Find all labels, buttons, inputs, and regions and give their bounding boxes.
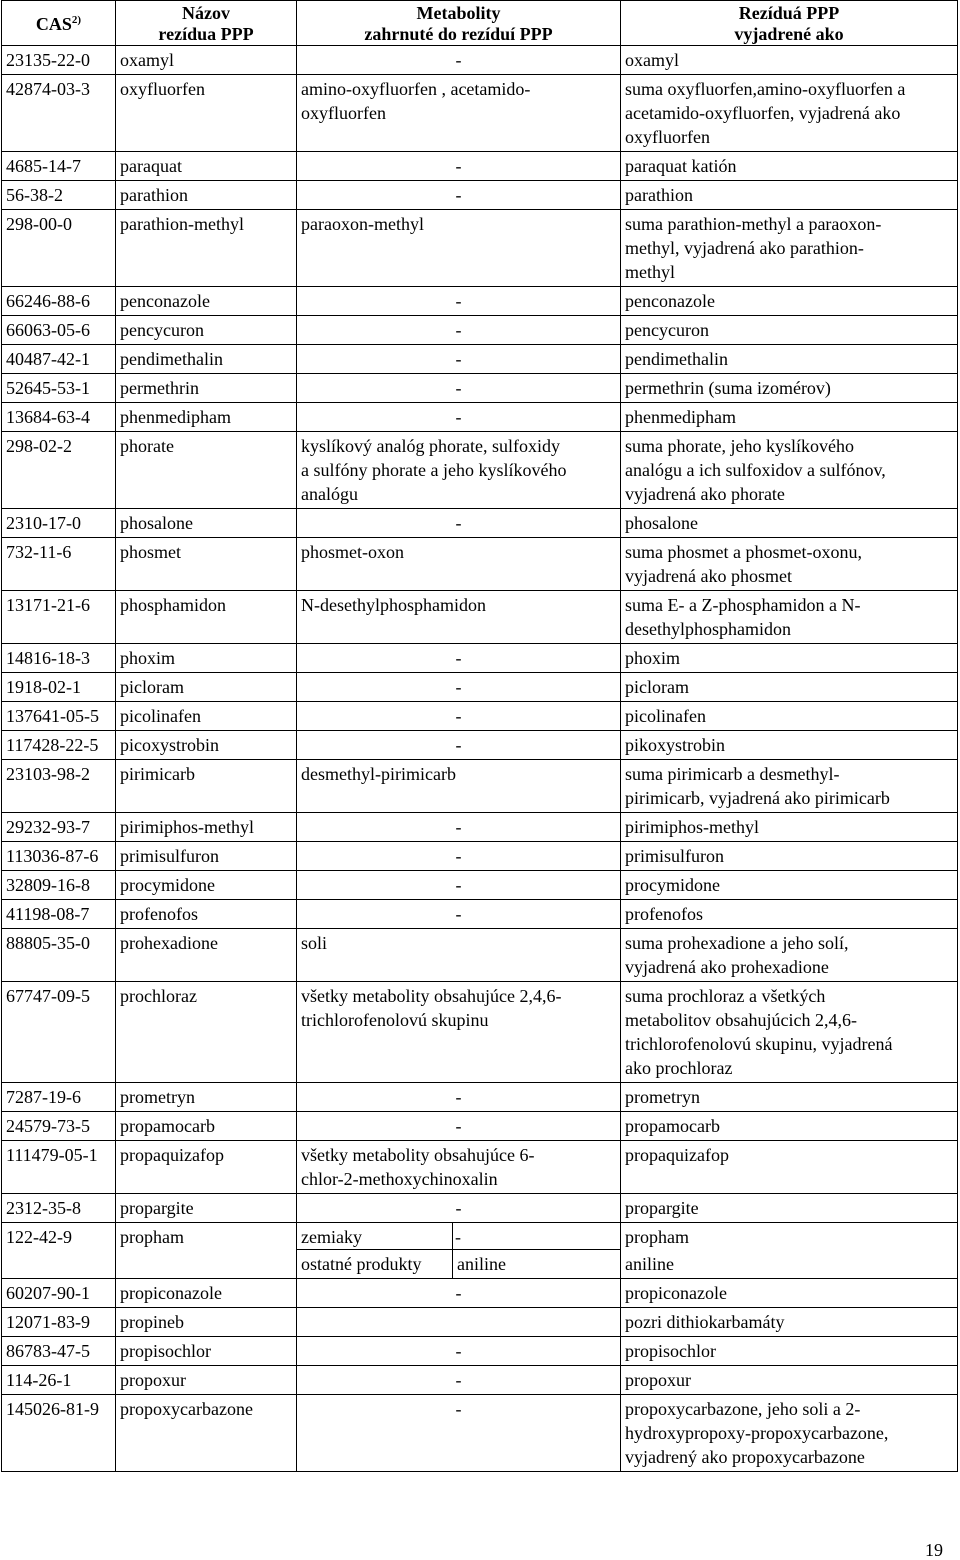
table-row [2,403,958,432]
metabolite-value: - [455,1227,461,1247]
cell-name: propargite [116,1194,297,1223]
table-row [2,644,958,673]
cell-name: pirimiphos-methyl [116,813,297,842]
cell-name: picoxystrobin [116,731,297,760]
cell-name: procymidone [116,871,297,900]
cell-metabolites: - [297,842,621,871]
cell-residue: penconazole [621,287,958,316]
cell-metabolites: phosmet-oxon [297,538,621,591]
cell-cas: 13684-63-4 [2,403,116,432]
cell-name: phorate [116,432,297,509]
table-row [2,374,958,403]
cell-residue: pencycuron [621,316,958,345]
table-row [2,813,958,842]
table-row [2,345,958,374]
cell-metabolites: - [297,316,621,345]
cell-metabolites: - [297,1083,621,1112]
page-number: 19 [925,1540,943,1560]
cell-metabolites: - [297,181,621,210]
table-row [2,673,958,702]
table-row [2,75,958,152]
cell-metabolites: - [297,152,621,181]
cell-name: propoxycarbazone [116,1395,297,1472]
cell-cas: 137641-05-5 [2,702,116,731]
table-row [2,842,958,871]
cell-name: propaquizafop [116,1141,297,1194]
cell-residue [621,1223,958,1279]
cell-metabolites: soli [297,929,621,982]
cell-residue: propiconazole [621,1279,958,1308]
cell-residue: suma E- a Z-phosphamidon a N- desethylphosphamidon [621,591,958,644]
table-row [2,871,958,900]
cell-metabolites: - [297,46,621,75]
table-row [2,1308,958,1337]
cell-residue: parathion [621,181,958,210]
table-row [2,210,958,287]
cell-cas: 88805-35-0 [2,929,116,982]
table-row [2,1083,958,1112]
table-header-row [2,1,958,46]
cell-name: phoxim [116,644,297,673]
cell-residue: pikoxystrobin [621,731,958,760]
cell-cas: 117428-22-5 [2,731,116,760]
cell-cas: 12071-83-9 [2,1308,116,1337]
cell-name: paraquat [116,152,297,181]
table-row [2,1337,958,1366]
cell-metabolites: - [297,509,621,538]
cell-residue: paraquat katión [621,152,958,181]
cell-residue: suma prohexadione a jeho solí, vyjadrená ako prohexadione [621,929,958,982]
cell-cas: 23135-22-0 [2,46,116,75]
cell-cas: 67747-09-5 [2,982,116,1083]
cell-metabolites: - [297,731,621,760]
cell-name: propiconazole [116,1279,297,1308]
cell-name: propamocarb [116,1112,297,1141]
cell-metabolites: - [297,1194,621,1223]
cell-residue: picloram [621,673,958,702]
cell-metabolites: - [297,1112,621,1141]
cell-cas: 114-26-1 [2,1366,116,1395]
cell-cas: 111479-05-1 [2,1141,116,1194]
cell-residue: oxamyl [621,46,958,75]
cell-residue: profenofos [621,900,958,929]
cell-cas: 4685-14-7 [2,152,116,181]
cell-metabolites: paraoxon-methyl [297,210,621,287]
cell-cas: 24579-73-5 [2,1112,116,1141]
cell-name: oxamyl [116,46,297,75]
cell-cas: 14816-18-3 [2,644,116,673]
cell-residue: propoxur [621,1366,958,1395]
cell-metabolites: - [297,1337,621,1366]
cell-residue: pirimiphos-methyl [621,813,958,842]
table-row [2,538,958,591]
cell-cas: 122-42-9 [2,1223,116,1279]
cell-residue: permethrin (suma izomérov) [621,374,958,403]
cell-metabolites: desmethyl-pirimicarb [297,760,621,813]
cell-metabolites: - [297,403,621,432]
table-row [2,181,958,210]
cell-cas: 32809-16-8 [2,871,116,900]
cell-metabolites: - [297,813,621,842]
table-row [2,152,958,181]
cell-metabolites [297,1308,621,1337]
cell-name: propoxur [116,1366,297,1395]
cell-metabolites: - [297,1279,621,1308]
cell-metabolites: - [297,871,621,900]
table-row [2,1279,958,1308]
table-row [2,591,958,644]
cell-name: propham [116,1223,297,1279]
cell-metabolites: kyslíkový analóg phorate, sulfoxidy a sulfóny phorate a jeho kyslíkového analógu [297,432,621,509]
cell-cas: 41198-08-7 [2,900,116,929]
cell-residue: suma phosmet a phosmet-oxonu, vyjadrená ako phosmet [621,538,958,591]
cell-cas: 113036-87-6 [2,842,116,871]
cell-cas: 66063-05-6 [2,316,116,345]
table-row [2,432,958,509]
cell-name: phosphamidon [116,591,297,644]
cell-cas: 52645-53-1 [2,374,116,403]
cell-metabolites: - [297,702,621,731]
table-row [2,929,958,982]
cell-residue: picolinafen [621,702,958,731]
residue-table [1,0,958,1472]
cell-name: parathion [116,181,297,210]
header-cas: CAS$^{2)}$ [2,1,116,46]
cell-residue: propaquizafop [621,1141,958,1194]
metabolite-commodity: zemiaky [297,1223,453,1251]
cell-residue: suma parathion-methyl a paraoxon- methyl, vyjadrená ako parathion- methyl [621,210,958,287]
cell-cas: 732-11-6 [2,538,116,591]
cell-name: oxyfluorfen [116,75,297,152]
cell-cas: 1918-02-1 [2,673,116,702]
residue-value: propham [625,1227,689,1247]
residue-value: aniline [625,1254,674,1274]
cell-metabolites: všetky metabolity obsahujúce 2,4,6- trichlorofenolovú skupinu [297,982,621,1083]
cell-metabolites: - [297,673,621,702]
cell-cas: 13171-21-6 [2,591,116,644]
cell-name: prochloraz [116,982,297,1083]
cell-metabolites: - [297,287,621,316]
cell-metabolites: - [297,900,621,929]
cell-residue: propoxycarbazone, jeho soli a 2- hydroxypropoxy-propoxycarbazone, vyjadrený ako propoxycarbazone [621,1395,958,1472]
cell-name: propineb [116,1308,297,1337]
cell-residue: propargite [621,1194,958,1223]
cell-name: profenofos [116,900,297,929]
table-row [2,1141,958,1194]
cell-metabolites: amino-oxyfluorfen , acetamido- oxyfluorfen [297,75,621,152]
cell-name: primisulfuron [116,842,297,871]
cell-cas: 60207-90-1 [2,1279,116,1308]
cell-residue: procymidone [621,871,958,900]
header-metabolites: Metabolity zahrnuté do rezíduí PPP [297,1,621,46]
cell-cas: 29232-93-7 [2,813,116,842]
table-row [2,46,958,75]
cell-name: pencycuron [116,316,297,345]
cell-name: phenmedipham [116,403,297,432]
cell-cas: 2312-35-8 [2,1194,116,1223]
cell-name: prometryn [116,1083,297,1112]
cell-residue: suma prochloraz a všetkých metabolitov obsahujúcich 2,4,6- trichlorofenolovú skupinu, vyjadrená ako prochloraz [621,982,958,1083]
cell-residue: propisochlor [621,1337,958,1366]
cell-residue: primisulfuron [621,842,958,871]
table-row [2,1366,958,1395]
metabolite-value: aniline [457,1254,506,1274]
cell-metabolites: - [297,1395,621,1472]
header-name: Názov rezídua PPP [116,1,297,46]
cell-cas: 40487-42-1 [2,345,116,374]
cell-name: penconazole [116,287,297,316]
cell-residue: suma oxyfluorfen,amino-oxyfluorfen a acetamido-oxyfluorfen, vyjadrená ako oxyfluorfen [621,75,958,152]
cell-name: picloram [116,673,297,702]
cell-metabolites: všetky metabolity obsahujúce 6- chlor-2-methoxychinoxalin [297,1141,621,1194]
table-row [2,1112,958,1141]
table-row [2,900,958,929]
cell-name: pirimicarb [116,760,297,813]
table-body [2,46,958,1472]
cell-residue: phenmedipham [621,403,958,432]
cell-metabolites: - [297,1366,621,1395]
cell-cas: 23103-98-2 [2,760,116,813]
cell-name: picolinafen [116,702,297,731]
cell-cas: 7287-19-6 [2,1083,116,1112]
table-row [2,731,958,760]
cell-cas: 86783-47-5 [2,1337,116,1366]
table-row [2,509,958,538]
table-row [2,760,958,813]
cell-name: parathion-methyl [116,210,297,287]
cell-cas: 298-02-2 [2,432,116,509]
cell-cas: 66246-88-6 [2,287,116,316]
cell-cas: 42874-03-3 [2,75,116,152]
cell-name: permethrin [116,374,297,403]
cell-metabolites: - [297,345,621,374]
table-row [2,1395,958,1472]
cell-name: phosmet [116,538,297,591]
header-cas-footnote: 2) [71,13,82,26]
cell-metabolites: - [297,644,621,673]
cell-cas: 2310-17-0 [2,509,116,538]
cell-metabolites [297,1223,621,1279]
cell-residue: phosalone [621,509,958,538]
table-row [2,287,958,316]
cell-metabolites: N-desethylphosphamidon [297,591,621,644]
cell-name: pendimethalin [116,345,297,374]
cell-residue: propamocarb [621,1112,958,1141]
table-row [2,316,958,345]
cell-cas: 298-00-0 [2,210,116,287]
cell-residue: suma pirimicarb a desmethyl- pirimicarb, vyjadrená ako pirimicarb [621,760,958,813]
cell-residue: prometryn [621,1083,958,1112]
cell-name: phosalone [116,509,297,538]
cell-cas: 56-38-2 [2,181,116,210]
cell-metabolites: - [297,374,621,403]
table-row [2,982,958,1083]
cell-name: prohexadione [116,929,297,982]
table-row [2,702,958,731]
cell-residue: phoxim [621,644,958,673]
cell-residue: suma phorate, jeho kyslíkového analógu a ich sulfoxidov a sulfónov, vyjadrená ako phorate [621,432,958,509]
cell-residue: pendimethalin [621,345,958,374]
header-residue: Rezíduá PPP vyjadrené ako [621,1,958,46]
cell-residue: pozri dithiokarbamáty [621,1308,958,1337]
metabolite-commodity: ostatné produkty [297,1250,453,1278]
cell-name: propisochlor [116,1337,297,1366]
table-row [2,1223,958,1279]
cell-cas: 145026-81-9 [2,1395,116,1472]
table-row [2,1194,958,1223]
